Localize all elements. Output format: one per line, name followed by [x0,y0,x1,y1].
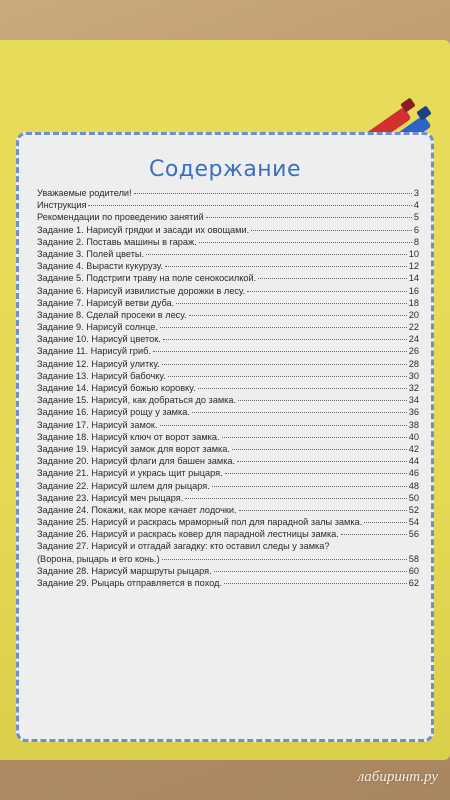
toc-entry [37,321,419,333]
dot-leader [168,376,407,377]
dot-leader [232,449,407,450]
toc-entry-title: Задание 21. Нарисуй и укрась щит рыцаря. [37,468,223,479]
toc-entry-page: 34 [408,395,419,406]
toc-entry [37,443,419,455]
site-watermark: лабиринт.ру [357,769,438,785]
toc-entry-title: Задание 27. Нарисуй и отгадай загадку: кто оставил следы у замка? [37,541,330,552]
toc-entry [37,540,419,564]
dot-leader [238,400,407,401]
toc-entry-title: Задание 16. Нарисуй рощу у замка. [37,407,190,418]
toc-entry-title: Задание 26. Нарисуй и раскрась ковер для парадной лестницы замка. [37,529,339,540]
toc-entry-page: 60 [408,565,419,576]
toc-entry [37,492,419,504]
dot-leader [185,498,407,499]
dot-leader [176,303,407,304]
toc-entry-page: 24 [408,334,419,345]
toc-entry [37,394,419,406]
dot-leader [258,278,407,279]
dot-leader [341,534,407,535]
toc-entry [37,333,419,345]
toc-entry-title: Задание 6. Нарисуй извилистые дорожки в лесу. [37,285,246,296]
toc-entry-page: 22 [408,322,419,333]
toc-entry [37,565,419,577]
toc-entry-title: Задание 28. Нарисуй маршруты рыцаря. [37,565,212,576]
toc-entry-title: Задание 29. Рыцарь отправляется в поход. [37,578,222,589]
toc-entry-page: 10 [408,248,419,259]
toc-entry-page: 3 [413,188,419,198]
dot-leader [134,193,412,194]
toc-entry [37,272,419,284]
toc-entry-title: Задание 8. Сделай просеки в лесу. [37,309,187,320]
toc-entry-page: 30 [408,370,419,381]
toc-entry-title: Инструкция [37,200,87,211]
dot-leader [364,522,407,523]
toc-entry-title: Задание 19. Нарисуй замок для ворот замка. [37,443,230,454]
toc-entry-title: Задание 12. Нарисуй улитку. [37,358,160,369]
dot-leader [251,230,412,231]
page-title: Содержание [148,157,302,182]
toc-entry-page: 56 [408,529,419,540]
toc-entry [37,285,419,297]
dot-leader [239,510,407,511]
toc-entry-page: 28 [408,358,419,369]
toc-entry [37,577,419,589]
toc-entry-title: Задание 11. Нарисуй гриб. [37,346,151,357]
toc-entry [37,480,419,492]
toc-entry [37,236,419,248]
toc-entry-page: 46 [408,468,419,479]
toc-entry-title: Задание 17. Нарисуй замок. [37,419,158,430]
toc-entry-page: 44 [408,456,419,467]
toc-entry-title: Задание 15. Нарисуй, как добраться до замка. [37,395,237,406]
toc-entry-title: Уважаемые родители! [37,188,132,198]
toc-entry-title: Задание 20. Нарисуй флаги для башен замка. [37,456,236,467]
dot-leader [198,388,407,389]
toc-entry-page: 4 [413,200,419,211]
toc-entry [37,248,419,260]
dot-leader [153,351,407,352]
toc-entry-page: 18 [408,297,419,308]
dot-leader [222,437,407,438]
dot-leader [160,327,407,328]
dot-leader [160,425,407,426]
dot-leader [237,461,407,462]
toc-entry-page: 12 [408,261,419,272]
toc-entry-title: Задание 2. Поставь машины в гараж. [37,236,197,247]
book-cover [0,40,450,760]
dot-leader [247,291,407,292]
dot-leader [224,583,407,584]
toc-entry [37,187,419,199]
toc-entry-title: Задание 3. Полей цветы. [37,248,145,259]
toc-entry [37,382,419,394]
toc-entry-page: 54 [408,517,419,528]
toc-entry-page: 38 [408,419,419,430]
toc-entry-page: 48 [408,480,419,491]
toc-entry [37,431,419,443]
toc-entry [37,260,419,272]
toc-entry [37,358,419,370]
toc-list [37,187,419,589]
toc-entry-title: Задание 10. Нарисуй цветок. [37,334,161,345]
dot-leader [214,571,407,572]
toc-entry-page: 32 [408,383,419,393]
toc-entry [37,419,419,431]
toc-entry-page: 42 [408,443,419,454]
toc-entry [37,516,419,528]
toc-entry-page: 14 [408,273,419,284]
toc-entry [37,528,419,540]
dot-leader [192,412,407,413]
toc-entry-page: 52 [408,504,419,515]
toc-entry-page: 20 [408,309,419,320]
toc-entry-continuation [37,553,419,565]
dot-leader [199,242,412,243]
toc-entry-page: 50 [408,492,419,503]
toc-entry [37,345,419,357]
toc-entry-title: Рекомендации по проведению занятий [37,212,204,223]
toc-entry-title: Задание 25. Нарисуй и раскрась мраморный пол для парадной залы замка. [37,517,363,528]
toc-entry-title: Задание 23. Нарисуй меч рыцаря. [37,492,184,503]
toc-entry [37,199,419,211]
toc-entry-title: Задание 4. Вырасти кукурузу. [37,261,163,272]
toc-entry [37,297,419,309]
toc-entry-title: Задание 13. Нарисуй бабочку. [37,370,166,381]
dot-leader [146,254,407,255]
toc-entry-page: 8 [413,236,419,247]
toc-entry-title-line2: (Ворона, рыцарь и его конь.) [37,553,160,564]
toc-entry-title: Задание 9. Нарисуй солнце. [37,322,158,333]
toc-entry-page: 40 [408,431,419,442]
toc-entry-page: 36 [408,407,419,418]
toc-entry [37,370,419,382]
toc-entry [37,455,419,467]
toc-entry-title: Задание 18. Нарисуй ключ от ворот замка. [37,431,220,442]
toc-entry [37,504,419,516]
dot-leader [88,205,411,206]
toc-entry-page: 26 [408,346,419,357]
dot-leader [165,266,407,267]
toc-entry-page: 16 [408,285,419,296]
toc-entry [37,224,419,236]
dot-leader [212,486,407,487]
toc-entry [37,309,419,321]
dot-leader [163,339,407,340]
toc-entry [37,467,419,479]
toc-entry-title: Задание 14. Нарисуй божью коровку. [37,383,196,393]
dot-leader [162,364,407,365]
toc-entry-title: Задание 7. Нарисуй ветви дуба. [37,297,175,308]
toc-entry-page: 5 [413,212,419,223]
toc-entry-page: 58 [408,553,419,564]
dot-leader [206,217,412,218]
toc-entry-title: Задание 24. Покажи, как море качает лодочки. [37,504,237,515]
dot-leader [225,473,407,474]
toc-entry-title: Задание 22. Нарисуй шлем для рыцаря. [37,480,210,491]
toc-entry-page: 62 [408,578,419,589]
dot-leader [189,315,407,316]
dot-leader [162,559,407,560]
contents-page [16,132,434,742]
toc-entry-title: Задание 1. Нарисуй грядки и засади их овощами. [37,224,250,235]
toc-entry-page: 6 [413,224,419,235]
toc-entry [37,406,419,418]
toc-entry-title: Задание 5. Подстриги траву на поле сенокосилкой. [37,273,257,284]
toc-entry [37,211,419,223]
